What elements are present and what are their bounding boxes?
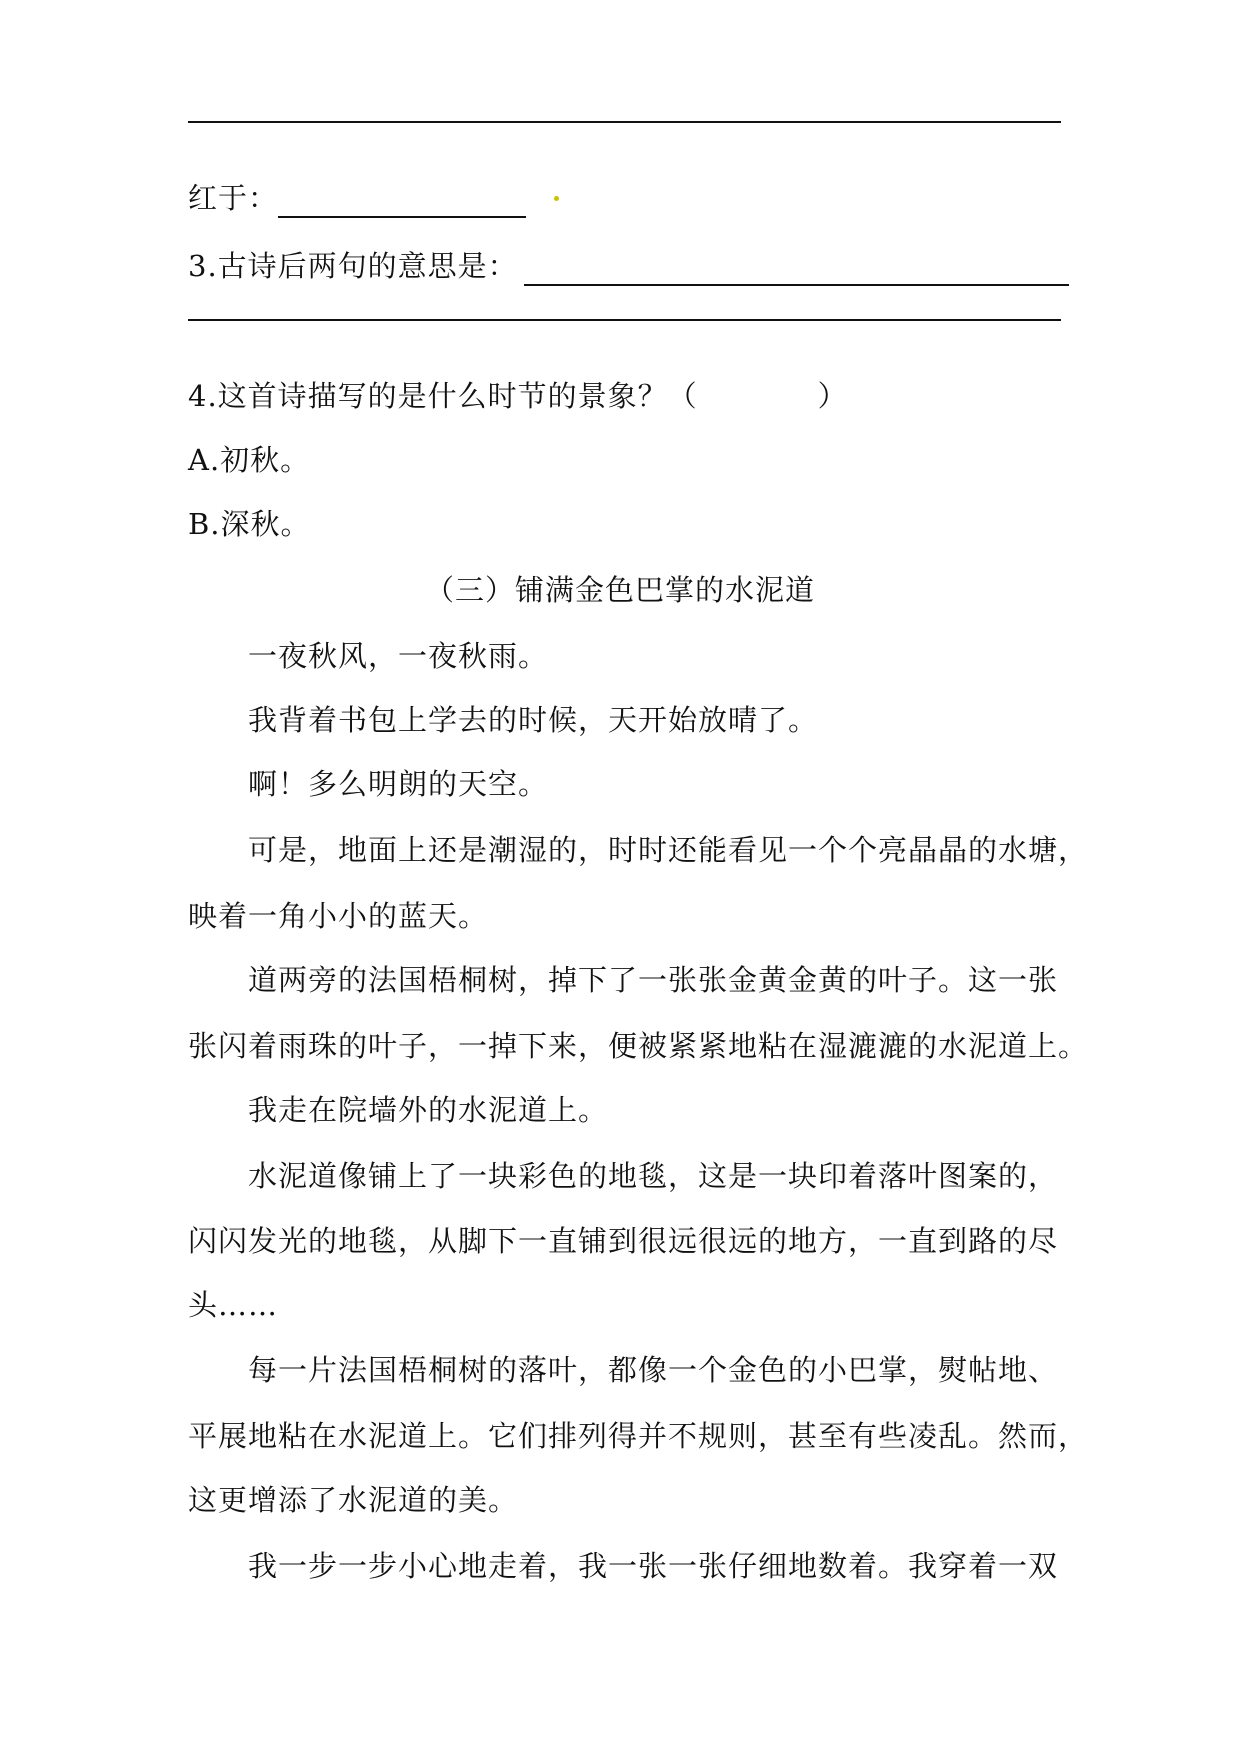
passage-line: 一夜秋风，一夜秋雨。	[248, 639, 549, 673]
decorative-dot	[554, 196, 559, 201]
hong-yu-row	[188, 178, 526, 218]
passage-line: 啊！多么明朗的天空。	[248, 767, 549, 801]
passage-line: 张闪着雨珠的叶子，一掉下来，便被紧紧地粘在湿漉漉的水泥道上。	[188, 1029, 1089, 1063]
passage-line: 头……	[188, 1288, 279, 1322]
passage-line: 道两旁的法国梧桐树，掉下了一张张金黄金黄的叶子。这一张	[248, 963, 1059, 997]
q4-option-b[interactable]: B.深秋。	[188, 507, 311, 541]
q4-option-a[interactable]: A.初秋。	[188, 443, 311, 477]
passage-line: 闪闪发光的地毯，从脚下一直铺到很远很远的地方，一直到路的尽	[188, 1224, 1059, 1258]
q3-answer-line-2[interactable]	[188, 319, 1061, 321]
passage-line: 平展地粘在水泥道上。它们排列得并不规则，甚至有些凌乱。然而，	[188, 1419, 1089, 1453]
answer-line-top	[188, 121, 1061, 123]
passage-line: 映着一角小小的蓝天。	[188, 899, 489, 933]
passage-line: 每一片法国梧桐树的落叶，都像一个金色的小巴掌，熨帖地、	[248, 1353, 1059, 1387]
passage-line: 我一步一步小心地走着，我一张一张仔细地数着。我穿着一双	[248, 1549, 1059, 1583]
passage-line: 水泥道像铺上了一块彩色的地毯，这是一块印着落叶图案的，	[248, 1159, 1059, 1193]
passage-line: 可是，地面上还是潮湿的，时时还能看见一个个亮晶晶的水塘，	[248, 833, 1089, 867]
q3-prompt: 3.古诗后两句的意思是：	[188, 249, 518, 283]
passage-line: 我走在院墙外的水泥道上。	[248, 1093, 609, 1127]
hong-yu-label: 红于：	[188, 181, 279, 215]
passage-title: （三）铺满金色巴掌的水泥道	[424, 573, 815, 607]
hong-yu-answer-blank[interactable]	[278, 184, 526, 218]
q3-answer-blank[interactable]	[524, 252, 1069, 286]
q3-row	[188, 246, 1069, 286]
passage-line: 我背着书包上学去的时候，天开始放晴了。	[248, 703, 819, 737]
q4-question: 4.这首诗描写的是什么时节的景象？（ ）	[188, 379, 848, 413]
passage-line: 这更增添了水泥道的美。	[188, 1483, 519, 1517]
